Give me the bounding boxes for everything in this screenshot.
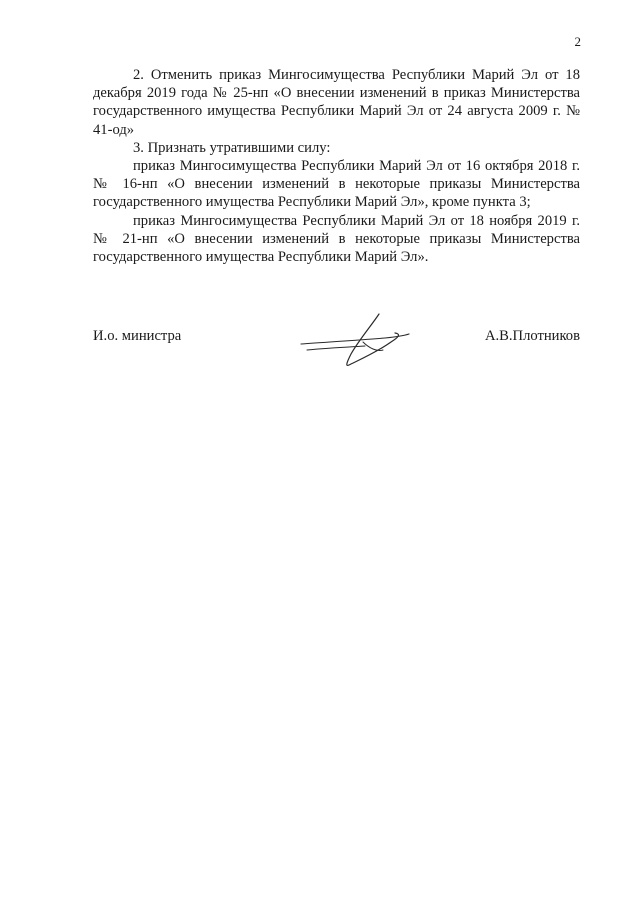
signatory-name: А.В.Плотников	[484, 328, 580, 344]
handwritten-signature	[299, 312, 419, 370]
paragraph-order-16-np: приказ Мингосимущества Республики Марий Эл от 16 октября 2018 г. № 16-нп «О внесении изменений в некоторые приказы Министерства государственного имущества Республики Марий Эл», кроме пункта 3;	[93, 158, 580, 211]
page-number: 2	[574, 34, 581, 49]
document-body	[93, 66, 580, 266]
paragraph-order-21-np: приказ Мингосимущества Республики Марий Эл от 18 ноября 2019 г. № 21-нп «О внесении изменений в некоторые приказы Министерства государственного имущества Республики Марий Эл».	[93, 212, 580, 266]
paragraph-declare-invalid: 3. Признать утратившими силу:	[133, 139, 331, 156]
paragraph-cancel-order: 2. Отменить приказ Мингосимущества Республики Марий Эл от 18 декабря 2019 года № 25-нп «О внесении изменений в приказ Министерства государственного имущества Республики Марий Эл от 24 августа 2009 г. № 41-од»	[93, 67, 580, 138]
signatory-title: И.о. министра	[93, 328, 182, 344]
signature-block	[93, 312, 580, 372]
